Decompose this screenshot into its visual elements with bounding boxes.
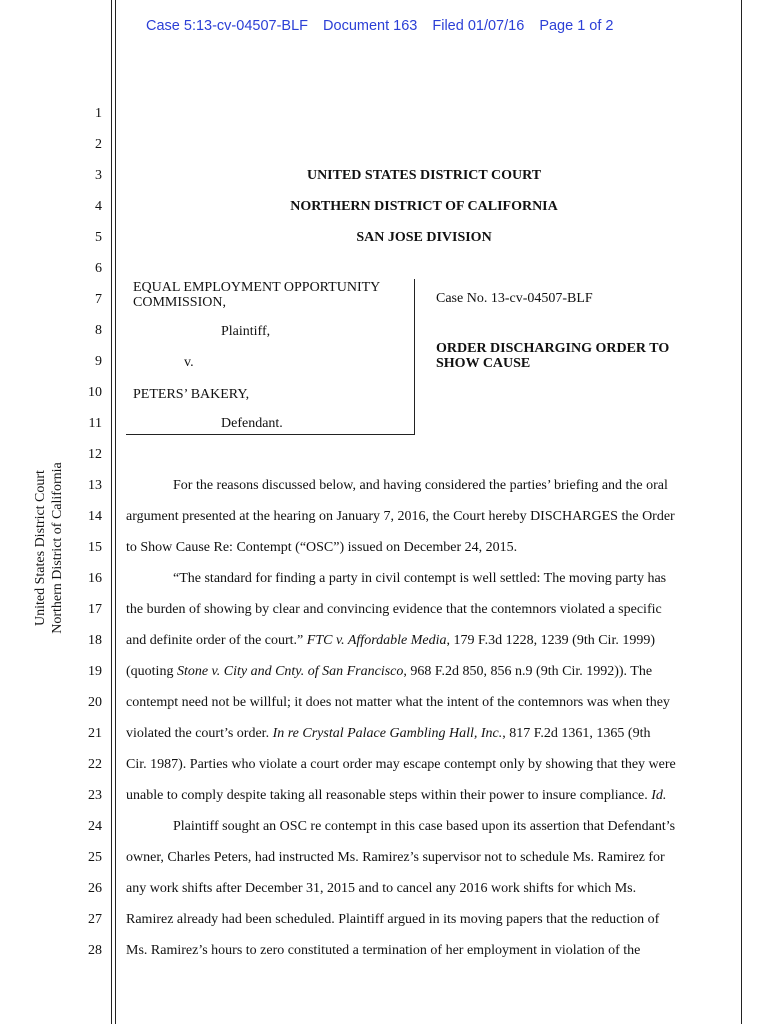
text-span: and definite order of the court.”: [126, 633, 307, 648]
body-line-21: [126, 726, 650, 742]
line-number: 1: [95, 106, 102, 121]
case-number-stamp: Case 5:13-cv-04507-BLF: [146, 18, 308, 34]
plaintiff-name-line-1: EQUAL EMPLOYMENT OPPORTUNITY: [133, 280, 381, 295]
line-number: 7: [95, 292, 102, 307]
line-number: 10: [88, 385, 102, 400]
line-number: 20: [88, 695, 102, 710]
line-number: 28: [88, 943, 102, 958]
body-line-23: [126, 788, 666, 804]
defendant-role: Defendant.: [221, 416, 283, 431]
text-span: (quoting: [126, 664, 177, 679]
line-number: 19: [88, 664, 102, 679]
side-label-line-1: United States District Court: [33, 470, 48, 626]
line-number: 18: [88, 633, 102, 648]
line-number: 26: [88, 881, 102, 896]
line-number: 25: [88, 850, 102, 865]
line-number: 17: [88, 602, 102, 617]
citation-id: Id.: [651, 788, 667, 803]
body-line-22: Cir. 1987). Parties who violate a court order may escape contempt only by showing that they were: [126, 757, 676, 772]
text-span: unable to comply despite taking all reasonable steps within their power to insure compliance.: [126, 788, 652, 803]
body-line-19: [126, 664, 652, 680]
citation-case-name: Stone v. City and Cnty. of San Francisco: [176, 664, 404, 679]
body-line-25: owner, Charles Peters, had instructed Ms. Ramirez’s supervisor not to schedule Ms. Ramirez for: [126, 850, 665, 865]
line-number: 21: [88, 726, 102, 741]
case-number: Case No. 13-cv-04507-BLF: [436, 291, 593, 306]
text-span: , 817 F.2d 1361, 1365 (9th: [502, 726, 651, 741]
line-number: 14: [88, 509, 102, 524]
line-number: 13: [88, 478, 102, 493]
body-line-18: [126, 633, 655, 649]
defendant-name: PETERS’ BAKERY,: [133, 387, 250, 402]
line-number: 6: [95, 261, 102, 276]
body-line-20: contempt need not be willful; it does not matter what the intent of the contemnors was when they: [126, 695, 670, 710]
plaintiff-role: Plaintiff,: [221, 324, 271, 339]
document-number-stamp: Document 163: [323, 18, 418, 34]
line-number: 4: [95, 199, 102, 214]
body-line-17: the burden of showing by clear and convincing evidence that the contemnors violated a specific: [126, 602, 662, 617]
line-number: 12: [88, 447, 102, 462]
plaintiff-name-line-2: COMMISSION,: [133, 295, 226, 310]
versus: v.: [184, 355, 194, 370]
line-number: 27: [88, 912, 102, 927]
citation-case-name: In re Crystal Palace Gambling Hall, Inc.: [272, 726, 503, 741]
order-title-line-1: ORDER DISCHARGING ORDER TO: [436, 341, 670, 356]
line-number: 16: [88, 571, 102, 586]
line-number: 3: [95, 168, 102, 183]
right-margin-rule: [741, 0, 742, 1024]
side-label-line-2: Northern District of California: [50, 462, 65, 634]
citation-case-name: FTC v. Affordable Media: [306, 633, 447, 648]
left-margin-rule: [111, 0, 112, 1024]
line-number: 15: [88, 540, 102, 555]
text-span: , 968 F.2d 850, 856 n.9 (9th Cir. 1992)). The: [403, 664, 653, 679]
body-line-26: any work shifts after December 31, 2015 and to cancel any 2016 work shifts for which Ms.: [126, 881, 637, 896]
text-span: violated the court’s order.: [126, 726, 273, 741]
filing-header-stamp: [146, 18, 624, 34]
line-number: 24: [88, 819, 102, 834]
body-line-16: “The standard for finding a party in civil contempt is well settled: The moving party has: [173, 571, 667, 586]
body-line-13: For the reasons discussed below, and having considered the parties’ briefing and the oral: [173, 478, 668, 493]
district-name: NORTHERN DISTRICT OF CALIFORNIA: [290, 199, 558, 214]
line-number: 8: [95, 323, 102, 338]
body-line-24: Plaintiff sought an OSC re contempt in this case based upon its assertion that Defendant’s: [173, 819, 676, 834]
line-number: 9: [95, 354, 102, 369]
body-line-28: Ms. Ramirez’s hours to zero constituted a termination of her employment in violation of the: [126, 943, 641, 958]
text-span: , 179 F.3d 1228, 1239 (9th Cir. 1999): [446, 633, 655, 648]
body-line-15: to Show Cause Re: Contempt (“OSC”) issued on December 24, 2015.: [126, 540, 518, 555]
filed-date-stamp: Filed 01/07/16: [432, 18, 525, 34]
body-line-27: Ramirez already had been scheduled. Plaintiff argued in its moving papers that the reduction of: [126, 912, 660, 927]
left-margin-rule-double: [115, 0, 116, 1024]
order-title-line-2: SHOW CAUSE: [436, 356, 531, 371]
page-count-stamp: Page 1 of 2: [539, 18, 614, 34]
line-number: 11: [88, 416, 102, 431]
division-name: SAN JOSE DIVISION: [356, 230, 492, 245]
court-side-label: [32, 462, 66, 633]
line-number: 22: [88, 757, 102, 772]
court-name: UNITED STATES DISTRICT COURT: [306, 168, 542, 183]
line-number: 23: [88, 788, 102, 803]
line-number: 2: [95, 137, 102, 152]
body-line-14: argument presented at the hearing on January 7, 2016, the Court hereby DISCHARGES the Order: [126, 509, 675, 524]
line-number: 5: [95, 230, 102, 245]
